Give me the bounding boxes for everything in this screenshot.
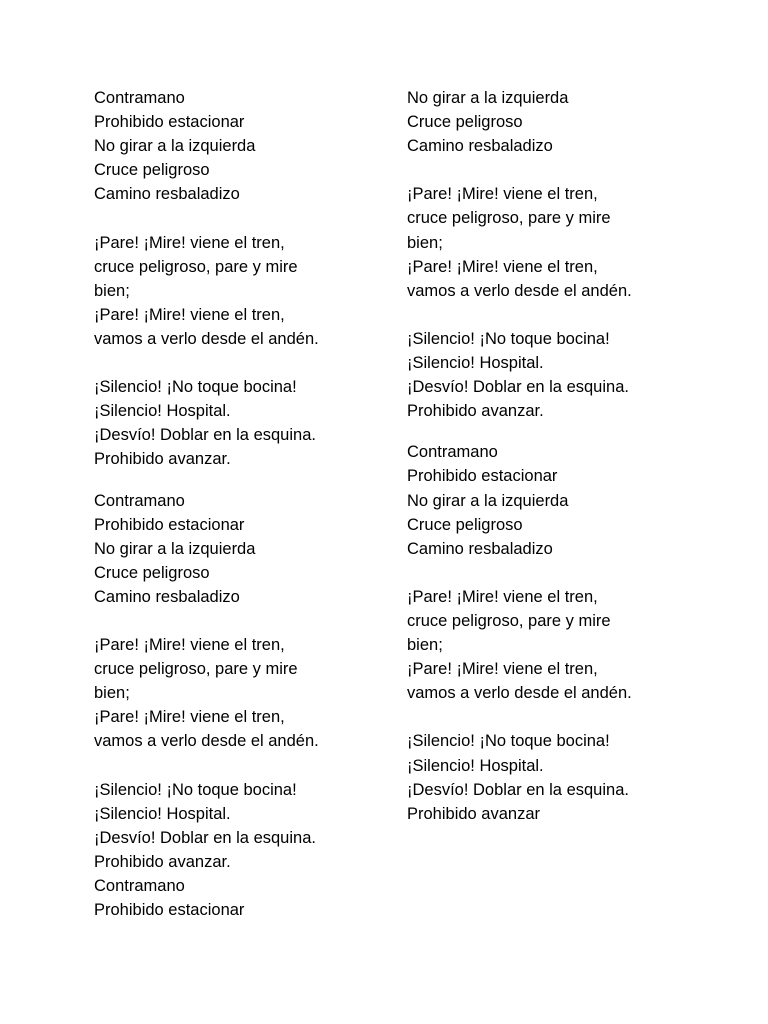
lyrics-column-right [407, 86, 727, 826]
lyric-line: bien; [407, 233, 443, 252]
lyric-line: vamos a verlo desde el andén. [407, 281, 632, 300]
stanza-gap [94, 206, 414, 230]
section-gap [407, 423, 727, 440]
lyric-line: Cruce peligroso [407, 113, 523, 132]
lyric-line: ¡Silencio! Hospital. [407, 354, 544, 373]
lyric-line: No girar a la izquierda [407, 491, 569, 510]
lyric-line: ¡Pare! ¡Mire! viene el tren, [407, 185, 598, 204]
lyric-line: bien; [94, 684, 130, 703]
stanza-gap [94, 754, 414, 778]
lyric-line: Cruce peligroso [94, 563, 210, 582]
stanza-gap [94, 351, 414, 375]
lyric-line: Camino resbaladizo [94, 587, 240, 606]
lyric-line: ¡Desvío! Doblar en la esquina. [94, 426, 316, 445]
lyric-line: ¡Silencio! Hospital. [407, 756, 544, 775]
lyric-line: ¡Silencio! ¡No toque bocina! [407, 732, 610, 751]
lyric-line: ¡Desvío! Doblar en la esquina. [94, 828, 316, 847]
lyric-line: ¡Silencio! ¡No toque bocina! [94, 378, 297, 397]
lyric-line: cruce peligroso, pare y mire [407, 611, 611, 630]
stanza-gap [407, 303, 727, 327]
lyric-line: ¡Pare! ¡Mire! viene el tren, [94, 233, 285, 252]
stanza-gap [407, 158, 727, 182]
lyric-line: Cruce peligroso [407, 515, 523, 534]
section-gap [94, 472, 414, 489]
lyric-line: ¡Pare! ¡Mire! viene el tren, [407, 257, 598, 276]
lyric-line: vamos a verlo desde el andén. [407, 684, 632, 703]
lyric-line: ¡Desvío! Doblar en la esquina. [407, 780, 629, 799]
lyric-line: Contramano [407, 443, 498, 462]
lyric-line: No girar a la izquierda [94, 137, 256, 156]
lyric-line: Prohibido estacionar [407, 467, 558, 486]
lyric-line: No girar a la izquierda [407, 89, 569, 107]
stanza-gap [407, 705, 727, 729]
lyric-line: Prohibido avanzar. [407, 402, 544, 421]
stanza-gap [407, 561, 727, 585]
lyric-line: bien; [407, 636, 443, 655]
lyric-line: ¡Pare! ¡Mire! viene el tren, [94, 305, 285, 324]
lyric-line: cruce peligroso, pare y mire [94, 660, 298, 679]
lyric-line: ¡Pare! ¡Mire! viene el tren, [94, 708, 285, 727]
lyric-line: bien; [94, 281, 130, 300]
lyric-line: vamos a verlo desde el andén. [94, 329, 319, 348]
lyrics-column-left [94, 86, 414, 922]
lyric-line: Prohibido avanzar [407, 804, 540, 823]
lyric-line: ¡Silencio! Hospital. [94, 402, 231, 421]
lyric-line: Contramano [94, 89, 185, 107]
lyric-line: Prohibido estacionar [94, 901, 245, 920]
lyric-line: Prohibido estacionar [94, 113, 245, 132]
lyric-line: Prohibido avanzar. [94, 852, 231, 871]
lyric-line: Contramano [94, 877, 185, 895]
lyric-line: Camino resbaladizo [407, 539, 553, 558]
lyric-line: Prohibido avanzar. [94, 450, 231, 469]
lyric-line: ¡Pare! ¡Mire! viene el tren, [407, 660, 598, 679]
lyric-line: ¡Desvío! Doblar en la esquina. [407, 378, 629, 397]
stanza-gap [94, 609, 414, 633]
lyric-line: ¡Silencio! ¡No toque bocina! [94, 780, 297, 799]
lyric-line: Prohibido estacionar [94, 515, 245, 534]
lyric-line: ¡Pare! ¡Mire! viene el tren, [407, 587, 598, 606]
lyric-line: cruce peligroso, pare y mire [407, 209, 611, 228]
lyric-line: Camino resbaladizo [407, 137, 553, 156]
lyric-line: Contramano [94, 491, 185, 510]
lyric-line: Camino resbaladizo [94, 185, 240, 204]
lyric-line: Cruce peligroso [94, 161, 210, 180]
lyric-line: ¡Silencio! Hospital. [94, 804, 231, 823]
lyric-line: ¡Silencio! ¡No toque bocina! [407, 329, 610, 348]
lyric-line: vamos a verlo desde el andén. [94, 732, 319, 751]
lyric-line: ¡Pare! ¡Mire! viene el tren, [94, 636, 285, 655]
lyric-line: No girar a la izquierda [94, 539, 256, 558]
lyric-line: cruce peligroso, pare y mire [94, 257, 298, 276]
